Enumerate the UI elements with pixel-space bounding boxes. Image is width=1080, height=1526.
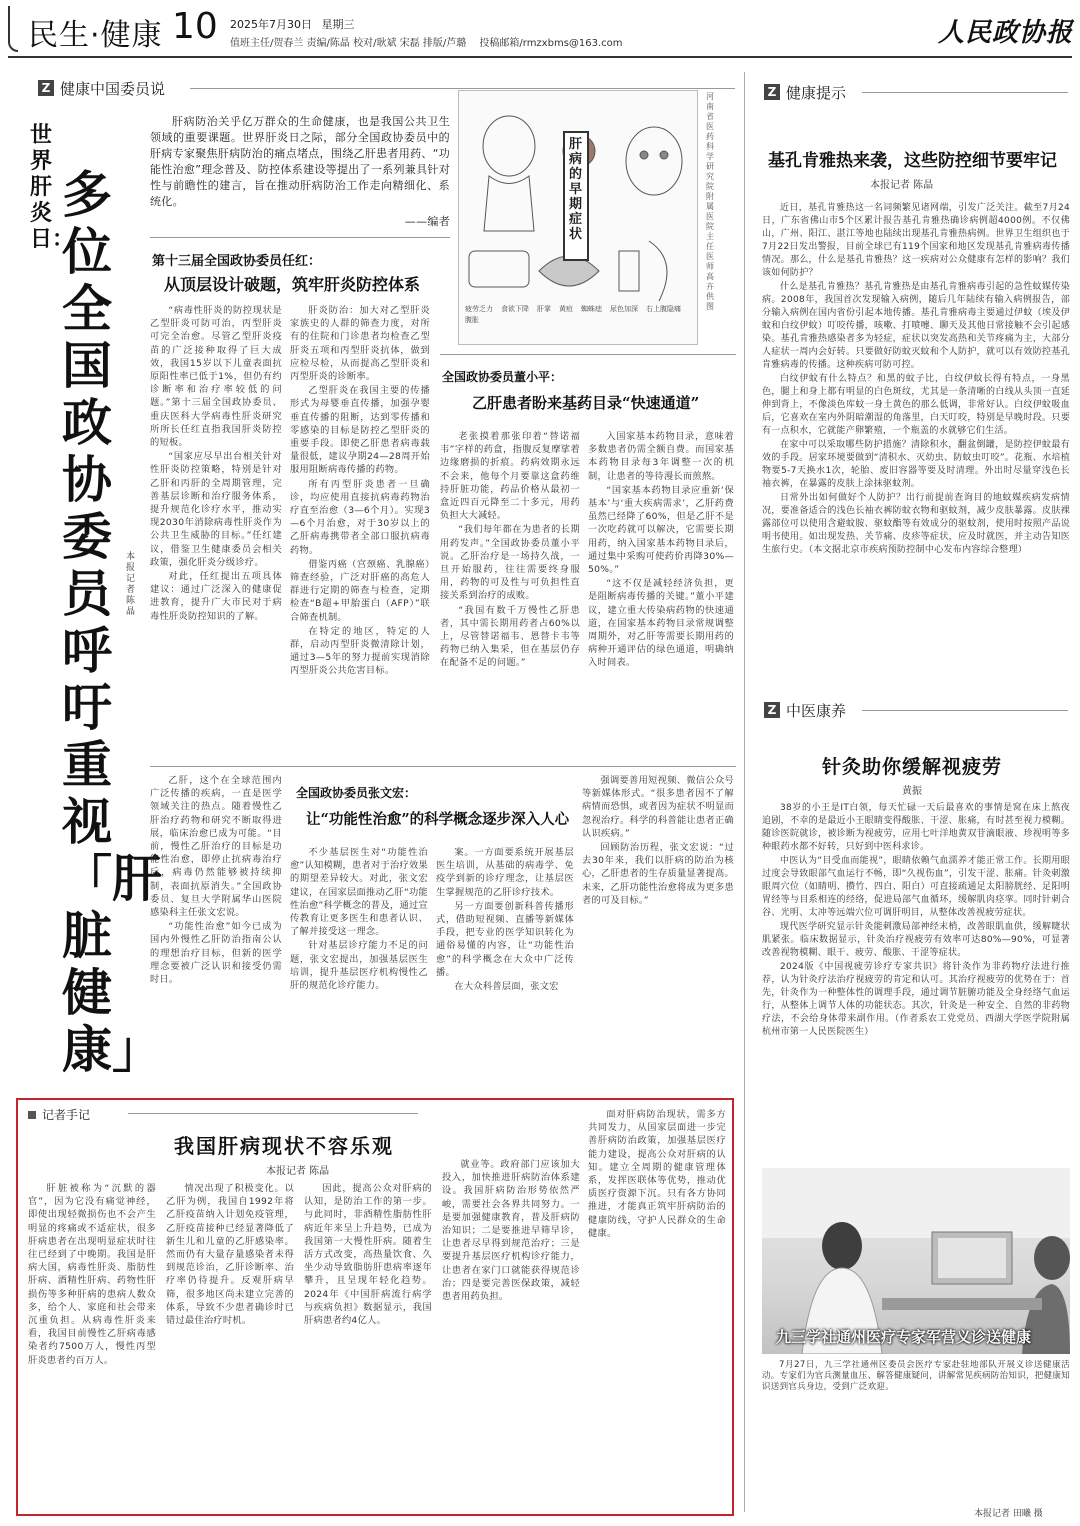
section-title: 健康中国委员说 xyxy=(60,79,166,98)
main-reporter: 本报记者 陈晶 xyxy=(126,552,136,617)
r1-para: 日常外出如何做好个人防护？出行前提前查询目的地蚊媒疾病发病情况，要准备适合的浅色长袖衣裤防蚊衣物和驱蚊剂，减少皮肤暴露。皮肤裸露部位可以使用含避蚊胺、驱蚊酯等有效成分的驱蚊剂，使用时按照产品说明书使用。如出现发热、关节痛、皮疹等症状，应及时就医，并主动告知医生旅行史。（本文据北京市疾病预防控制中心发布内容综合整理） xyxy=(762,493,1070,555)
staff-text: 值班主任/贺春兰 责编/陈晶 校对/耿斌 宋磊 排版/芦璐 xyxy=(230,38,467,49)
a3-para: 强调要善用短视频、微信公众号等新媒体形式。“很多患者因不了解病情而恐惧，或者因为症状不明显而忽视治疗。科学的科普能让患者正确认识疾病。” xyxy=(582,775,734,839)
note-byline: 本报记者 陈晶 xyxy=(266,1166,330,1177)
symptom-label: 右上腹隐痛 xyxy=(646,305,681,313)
r2-para: 中医认为“目受血而能视”，眼睛依赖气血濡养才能正常工作。长期用眼过度会导致眼部气血运行不畅，即“久视伤血”，引发干涩、胀痛。针灸刺激眼周穴位（如睛明、攒竹、四白、阳白）可直接疏通足太阳膀胱经、足阳明胃经等与目系相连的经络，促进局部气血循环，缓解肌肉痉挛。同时针刺合谷、光明、太冲等远端穴位可调肝明目，从整体改善视疲劳症状。 xyxy=(762,856,1070,918)
illustration-labels xyxy=(465,305,693,325)
r1-body xyxy=(762,202,1070,730)
staff-line xyxy=(230,34,623,49)
a3-para: 回顾防治历程，张文宏说：“过去30年来，我们以肝病的防治为核心，乙肝患者的生存质量显著提高。未来，乙肝功能性治愈将成为更多患者的可及目标。” xyxy=(582,842,734,906)
a2-para: “这不仅是减轻经济负担，更是阻断病毒传播的关键。”董小平建议，建立重大传染病药物的快速通道，在国家基本药物目录常规调整周期外，对乙肝等需要长期用药的病种开通评估的绿色通道，明确纳入时间表。 xyxy=(588,578,734,669)
r2-para: 38岁的小王是IT白领，每天忙碌一天后最喜欢的事情是窝在床上熬夜追剧，不幸的是最近小王眼睛变得酸胀、干涩、胀痛，有时甚至视力模糊。随诊医院就诊，被诊断为视疲劳，应用七叶洋地黄双苷滴眼液、珍视明等多种眼药水都不好转，只好到中医科求诊。 xyxy=(762,803,1070,852)
note-para: 面对肝病防治现状，需多方共同发力，从国家层面进一步完善肝病防治政策，加强基层医疗能力建设，提高公众对肝病的认知。建立全周期的健康管理体系，发挥医联体等优势，推动优质医疗资源下沉。只有各方协同推进，才能真正筑牢肝病防治的健康防线，守护人民群众的生命健康。 xyxy=(588,1109,726,1239)
intro-sign: ——编者 xyxy=(404,215,450,228)
intro-text xyxy=(150,114,450,234)
masthead-left-bracket xyxy=(8,6,18,52)
z-badge-icon: Z xyxy=(38,80,54,96)
symptom-label: 蜘蛛痣 xyxy=(581,305,602,313)
intro-paragraph: 肝病防治关乎亿万群众的生命健康，也是我国公共卫生领域的重要课题。世界肝炎日之际，部分全国政协委员中的肝病专家聚焦肝病防治的痛点堵点，围绕乙肝患者用药、“功能性治愈”理念普及、防控体系建设等提出了一系列兼具针对性与前瞻性的建言，旨在推动肝病防治工作走向精细化、系统化。 xyxy=(150,115,450,208)
a1-para: 乙型肝炎在我国主要的传播形式为母婴垂直传播，加强孕婴垂直传播的阻断，达到零传播和零感染的目标是防控乙型肝炎的重要手段。即使乙肝患者病毒载量很低，建议孕期24—28周开始服用阻断病毒传播的药物。 xyxy=(290,385,430,476)
r1-para: 白纹伊蚊有什么特点？和黑的蚊子比，白纹伊蚊长得有特点，一身黑色，腿上和身上都有明显的白色斑纹，尤其是一条清晰的白线从头顶一直延伸到背上，不像淡色库蚊一身土黄色的那么低调，非常好认。白纹伊蚊吸血后，它喜欢在室内外阴暗潮湿的角落里，白天叮咬，特别是早晚时段。只要有一点积水，它就能产卵繁殖，一个瓶盖的水就够它们生活。 xyxy=(762,374,1070,436)
a2-para: 入国家基本药物目录，意味着多数患者仍需全额自费。而国家基本药物目录每3年调整一次的机制，让患者的等待漫长而煎熬。 xyxy=(588,431,734,482)
a1-col-2 xyxy=(290,304,430,759)
illustration-title: 肝病的早期症状 xyxy=(569,137,583,242)
note-col-3 xyxy=(304,1182,432,1508)
r2-title: 针灸助你缓解视疲劳 xyxy=(822,756,1003,778)
note-para: 肝脏被称为“沉默的器官”，因为它没有痛觉神经，即使出现轻微损伤也不会产生明显的疼痛或不适症状，很多肝病患者在出现明显症状时往往已经到了中晚期。我国是肝病大国，病毒性肝炎、脂肪性肝病、酒精性肝病、药物性肝损伤等多种肝病的患病人数众多，给个人、家庭和社会带来沉重负担。从病毒性肝炎来看，我国目前慢性乙肝病毒感染者约7500万人，慢性丙型肝炎患者约百万人。 xyxy=(28,1183,156,1366)
a3-para: 在大众科普层面，张文宏 xyxy=(454,981,559,993)
section-rule xyxy=(190,88,735,89)
note-square-icon xyxy=(28,1111,36,1119)
a3-para: 针对基层诊疗能力不足的问题，张文宏提出，加强基层医生培训，提升基层医疗机构慢性乙肝的规范化诊疗能力。 xyxy=(290,940,428,992)
reporter-note-box xyxy=(16,1098,734,1516)
headline-kicker: 世界肝炎日： xyxy=(30,122,75,252)
r1-title: 基孔肯雅热来袭，这些防控细节要牢记 xyxy=(768,151,1057,171)
a2-para: “我们每年都在为患者的长期用药发声。”全国政协委员董小平说。乙肝治疗是一场持久战，一旦开始服药，往往需要终身服用，药物的可及性与可负担性直接关系到治疗的成败。 xyxy=(440,524,580,602)
section-rule xyxy=(862,710,1068,711)
a3-para: 另一方面要创新科普传播形式，借助短视频、直播等新媒体手段，把专业的医学知识转化为通俗易懂的内容，让“功能性治愈”的科学概念在大众中广泛传播。 xyxy=(436,900,574,978)
main-feature xyxy=(10,72,740,1077)
a3-col-1 xyxy=(150,774,282,1072)
a1-para: 借鉴丙癌（宫颈癌、乳腺癌）筛查经验，广泛对肝癌的高危人群进行定期的筛查与检查，定期检查“B超+甲胎蛋白（AFP）”联合筛查机制。 xyxy=(290,558,430,623)
a2-para: “国家基本药物目录应重新‘保基本’与‘重大疾病需求’，乙肝药费虽然已经降了60%，但是乙肝不是一次吃药就可以解决，它需要长期用药，纳入国家基本药物目录后，通过集中采购可使药价再降30%—50%。” xyxy=(588,484,734,576)
masthead xyxy=(0,0,1080,58)
issue-date xyxy=(230,16,355,32)
note-col-2 xyxy=(166,1182,294,1508)
a1-para: “病毒性肝炎的防控现状是乙型肝炎可防可治，丙型肝炎可完全治愈。尽管乙型肝炎疫苗的广泛接种取得了巨大成效，我国15岁以下儿童表面抗原阳性率已低于1%，但仍有约诊断率和治疗率较低的问题。”第十三届全国政协委员、重庆医科大学病毒性肝炎研究所所长任红直指我国肝炎防控的短板。 xyxy=(150,305,282,449)
symptom-label: 黄疸 xyxy=(559,305,573,313)
section-name: 民生·健康 xyxy=(28,18,163,53)
symptom-label: 腹胀 xyxy=(465,316,479,324)
note-section-bar xyxy=(28,1106,90,1123)
r2-byline: 黄振 xyxy=(902,786,922,797)
section-header-tcm xyxy=(764,700,846,720)
a1-para: 在特定的地区，特定的人群，启动丙型肝炎微清除计划，通过3—5年的努力提前实现消除丙型肝炎公共危害目标。 xyxy=(290,625,430,677)
illustration-credit: 河南省医药科学研究院附属医院主任医师 高卉 供图 xyxy=(706,92,714,311)
a2-para: “我国有数千万慢性乙肝患者，其中需长期用药者占60%以上，尽管替诺福韦、恩替卡韦等药物已纳入集采，但在基层仍存在配备不足的问题。” xyxy=(440,604,580,669)
note-col-4 xyxy=(442,1158,580,1508)
a2-kicker: 全国政协委员董小平： xyxy=(442,370,563,384)
r2-para: 现代医学研究显示针灸能刺激局部神经末梢，改善眼肌血供，缓解睫状肌紧张。临床数据显示，针灸治疗视疲劳有效率可达80%—90%，可显著改善视物模糊、眼干、疲劳、酸胀、干涩等症状。 xyxy=(762,922,1070,958)
a2-col-2 xyxy=(588,430,734,760)
masthead-rule xyxy=(8,56,1072,58)
a3-col-3 xyxy=(436,846,574,1072)
a1-title: 从顶层设计破题，筑牢肝炎防控体系 xyxy=(164,275,421,294)
a3-para: “功能性治愈”如今已成为国内外慢性乙肝防治指南公认的理想治疗目标，但新的医学理念要被广泛认识和接受仍需时日。 xyxy=(150,921,282,986)
a1-para: 所有丙型肝炎患者一旦确诊，均应使用直接抗病毒药物治疗直至治愈（3—6个月）。实现3—6个月治愈，对于30岁以上的乙肝病毒携带者全部口服抗病毒药物。 xyxy=(290,478,430,556)
a3-rule xyxy=(150,766,736,767)
newspaper-logo: 人民政协报 xyxy=(938,18,1074,48)
a2-para: 老张摸着那张印着“替诺福韦”字样的药盒，指腹反复摩挲着边缘磨损的折痕。药病效期永远不会来，他每个月要靠这盒药维持肝脏功能，药品价格从最初一盒近四百元降至二十多元，用药负担大大减轻。 xyxy=(440,431,580,522)
intro-rule xyxy=(150,237,450,238)
a2-rule xyxy=(440,354,736,355)
a1-para: 对此，任红提出五项具体建议：通过广泛深入的健康促进教育，提升广大市民对于病毒性肝炎防控知识的了解。 xyxy=(150,571,282,622)
column-divider xyxy=(744,72,745,1512)
r1-para: 什么是基孔肯雅热？基孔肯雅热是由基孔肯雅病毒引起的急性蚊媒传染病。2008年，我国首次发现输入病例，随后几年陆续有输入病例报告，部分输入病例在国内省份引起本地传播。基孔肯雅病毒主要通过伊蚊（埃及伊蚊和白纹伊蚊）叮咬传播，咳嗽、打喷嚏、聊天及其他日常接触不会引起感染。基孔肯雅热感染者多为轻症，症状以突发高热和关节疼痛为主，大部分人症状一周内会好转。只要做好防蚊灭蚊和个人防护，就可以有效防控基孔肯雅病毒的传播。这种疾病可防可控。 xyxy=(762,282,1070,370)
a3-col-4 xyxy=(582,774,734,1072)
note-title: 我国肝病现状不容乐观 xyxy=(174,1134,394,1158)
z-badge-icon: Z xyxy=(764,702,780,718)
a2-col-1 xyxy=(440,430,580,760)
weekday-text: 星期三 xyxy=(321,18,355,31)
a3-title: 让“功能性治愈”的科学概念逐步深入人心 xyxy=(306,811,570,828)
r2-body xyxy=(762,802,1070,1198)
r1-para: 在家中可以采取哪些防护措施？清除积水，翻盆倒罐，是防控伊蚊最有效的手段。居家环境要做到“清积水、灭幼虫、防蚊虫叮咬”。花瓶、水培植物要5-7天换水1次，轮胎、废旧容器等要及时清理。外出时尽量穿浅色长袖衣裤，在暴露的皮肤上涂抹驱蚊剂。 xyxy=(762,440,1070,489)
section-header-health-china xyxy=(38,78,165,98)
note-para: 就业等。政府部门应该加大投入，加快推进肝病防治体系建设。我国肝病防治形势依然严峻，需要社会各界共同努力。一是要加强健康教育，普及肝病防治知识；二是要推进早筛早诊，让患者尽早得到规范治疗；三是要提升基层医疗机构诊疗能力，让患者在家门口就能获得规范诊治；四是要完善医保政策，减轻患者用药负担。 xyxy=(442,1159,580,1303)
photo-caption: 九三学社通州医疗专家军营义诊送健康 xyxy=(776,1328,1032,1346)
r1-byline: 本报记者 陈晶 xyxy=(870,180,934,191)
note-rule xyxy=(128,1113,418,1114)
a2-title: 乙肝患者盼来基药目录“快速通道” xyxy=(472,394,700,412)
section-rule xyxy=(862,92,1068,93)
a3-col-2 xyxy=(290,846,428,1072)
note-col-1 xyxy=(28,1182,156,1508)
note-para: 因此，提高公众对肝病的认知，是防治工作的第一步。与此同时，非酒精性脂肪性肝病近年来呈上升趋势，已成为我国第一大慢性肝病。随着生活方式改变，高热量饮食、久坐少动导致脂肪肝患病率逐年攀升，且呈现年轻化趋势。2024年《中国肝病流行病学与疾病负担》数据显示，我国肝病患者约4亿人。 xyxy=(304,1183,432,1327)
email-text: 投稿邮箱/rmzxbms@163.com xyxy=(479,38,623,49)
a1-para: “国家应尽早出台相关针对性肝炎防控策略，特别是针对乙肝和丙肝的全周期管理，完善基层诊断和治疗服务体系，提升规范化诊疗水平，推动实现2030年消除病毒性肝炎作为公共卫生威胁的目标。”任红建议，借鉴卫生健康委员会相关政策，强化肝炎分级诊疗。 xyxy=(150,451,282,568)
photo-text xyxy=(762,1360,1070,1404)
a1-kicker: 第十三届全国政协委员任红： xyxy=(152,254,322,269)
photo-credit: 本报记者 田曦 摄 xyxy=(974,1509,1043,1519)
r1-para: 近日，基孔肯雅热这一名词频繁见诸网端，引发广泛关注。截至7月24日，广东省佛山市5个区累计报告基孔肯雅热确诊病例超4000例。不仅佛山，广州、阳江、湛江等地也陆续出现基孔肯雅热病例。世界卫生组织也于7月22日发出警报，目前全球已有119个国家和地区发现基孔肯雅病毒传播情况。那么，什么是基孔肯雅热？这一疾病对公众健康有怎样的影响？我们该如何防护？ xyxy=(762,203,1070,278)
page-number: 10 xyxy=(172,6,218,47)
symptom-label: 尿色加深 xyxy=(610,305,638,313)
section-title: 中医康养 xyxy=(786,701,847,720)
liver-symptom-illustration xyxy=(458,90,698,345)
r2-para: 2024版《中国视疲劳诊疗专家共识》将针灸作为非药物疗法进行推荐，认为针灸疗法治疗视疲劳的肯定和认可。其治疗视疲劳的优势在于：首先，针灸作为一种整体性的调理手段，通过调节脏腑功能及全身经络气血运行，从整体上调节人体的功能状态。其次，针灸是一种安全、自然的非药物疗法，不会给身体带来副作用。（作者系农工党党员、西湖大学医学院附属杭州市第一人民医院医生） xyxy=(762,962,1070,1037)
a1-para: 肝炎防治：加大对乙型肝炎家族史的人群的筛查力度，对所有的住院和门诊患者均检查乙型肝炎五项和丙型肝炎抗体，做到应检尽检，从而提高乙型肝炎和丙型肝炎的诊断率。 xyxy=(290,305,430,383)
note-section: 记者手记 xyxy=(42,1108,91,1122)
right-column xyxy=(752,72,1074,1520)
note-col-5 xyxy=(588,1108,726,1508)
date-text: 2025年7月30日 xyxy=(230,18,312,31)
a3-para: 不少基层医生对“功能性治愈”认知模糊，患者对于治疗效果的期望差异较大。对此，张文宏建议，在国家层面推动乙肝“功能性治愈”科学概念的普及，通过宣传教育让更多医生和患者认识、了解并接受这一理念。 xyxy=(290,847,428,938)
a3-para: 案。一方面要系统开展基层医生培训，从基础的病毒学、免疫学到新的诊疗理念，让基层医生掌握规范的乙肝诊疗技术。 xyxy=(436,847,574,898)
a1-col-1 xyxy=(150,304,282,759)
clinic-photo xyxy=(762,1168,1070,1354)
symptom-label: 疲劳乏力 xyxy=(465,305,493,313)
symptom-label: 肝掌 xyxy=(537,305,551,313)
section-header-health-tips xyxy=(764,82,846,102)
main-headline: 多位全国政协委员呼吁重视「肝脏健康」 xyxy=(62,165,162,1079)
note-para: 情况出现了积极变化。以乙肝为例，我国自1992年将乙肝疫苗纳入计划免疫管理，乙肝疫苗接种已经显著降低了新生儿和儿童的乙肝感染率。然而仍有大量存量感染者未得到规范诊治，乙肝诊断率、治疗率仍待提升。反观肝病早筛，很多地区尚未建立完善的体系，导致不少患者确诊时已错过最佳治疗时机。 xyxy=(166,1183,294,1327)
symptom-label: 食欲下降 xyxy=(501,305,529,313)
a3-para: 乙肝，这个在全球范围内广泛传播的疾病，一直是医学领域关注的热点。随着慢性乙肝治疗药物和研究不断取得进展，临床治愈已成为可能。“目前，慢性乙肝治疗的目标是功能性治愈，即停止抗病毒治疗后，病毒仍然能够被持续抑制，表面抗原消失。”全国政协委员、复旦大学附属华山医院感染科主任张文宏说。 xyxy=(150,775,282,919)
a3-kicker: 全国政协委员张文宏： xyxy=(296,786,417,800)
section-title: 健康提示 xyxy=(786,83,847,102)
z-badge-icon: Z xyxy=(764,84,780,100)
photo-para: 7月27日，九三学社通州区委员会医疗专家赴驻地部队开展义诊送健康活动。专家们为官兵测量血压、解答健康疑问，讲解常见疾病防治知识，把健康知识送到官兵身边，受到广泛欢迎。 xyxy=(762,1360,1070,1392)
